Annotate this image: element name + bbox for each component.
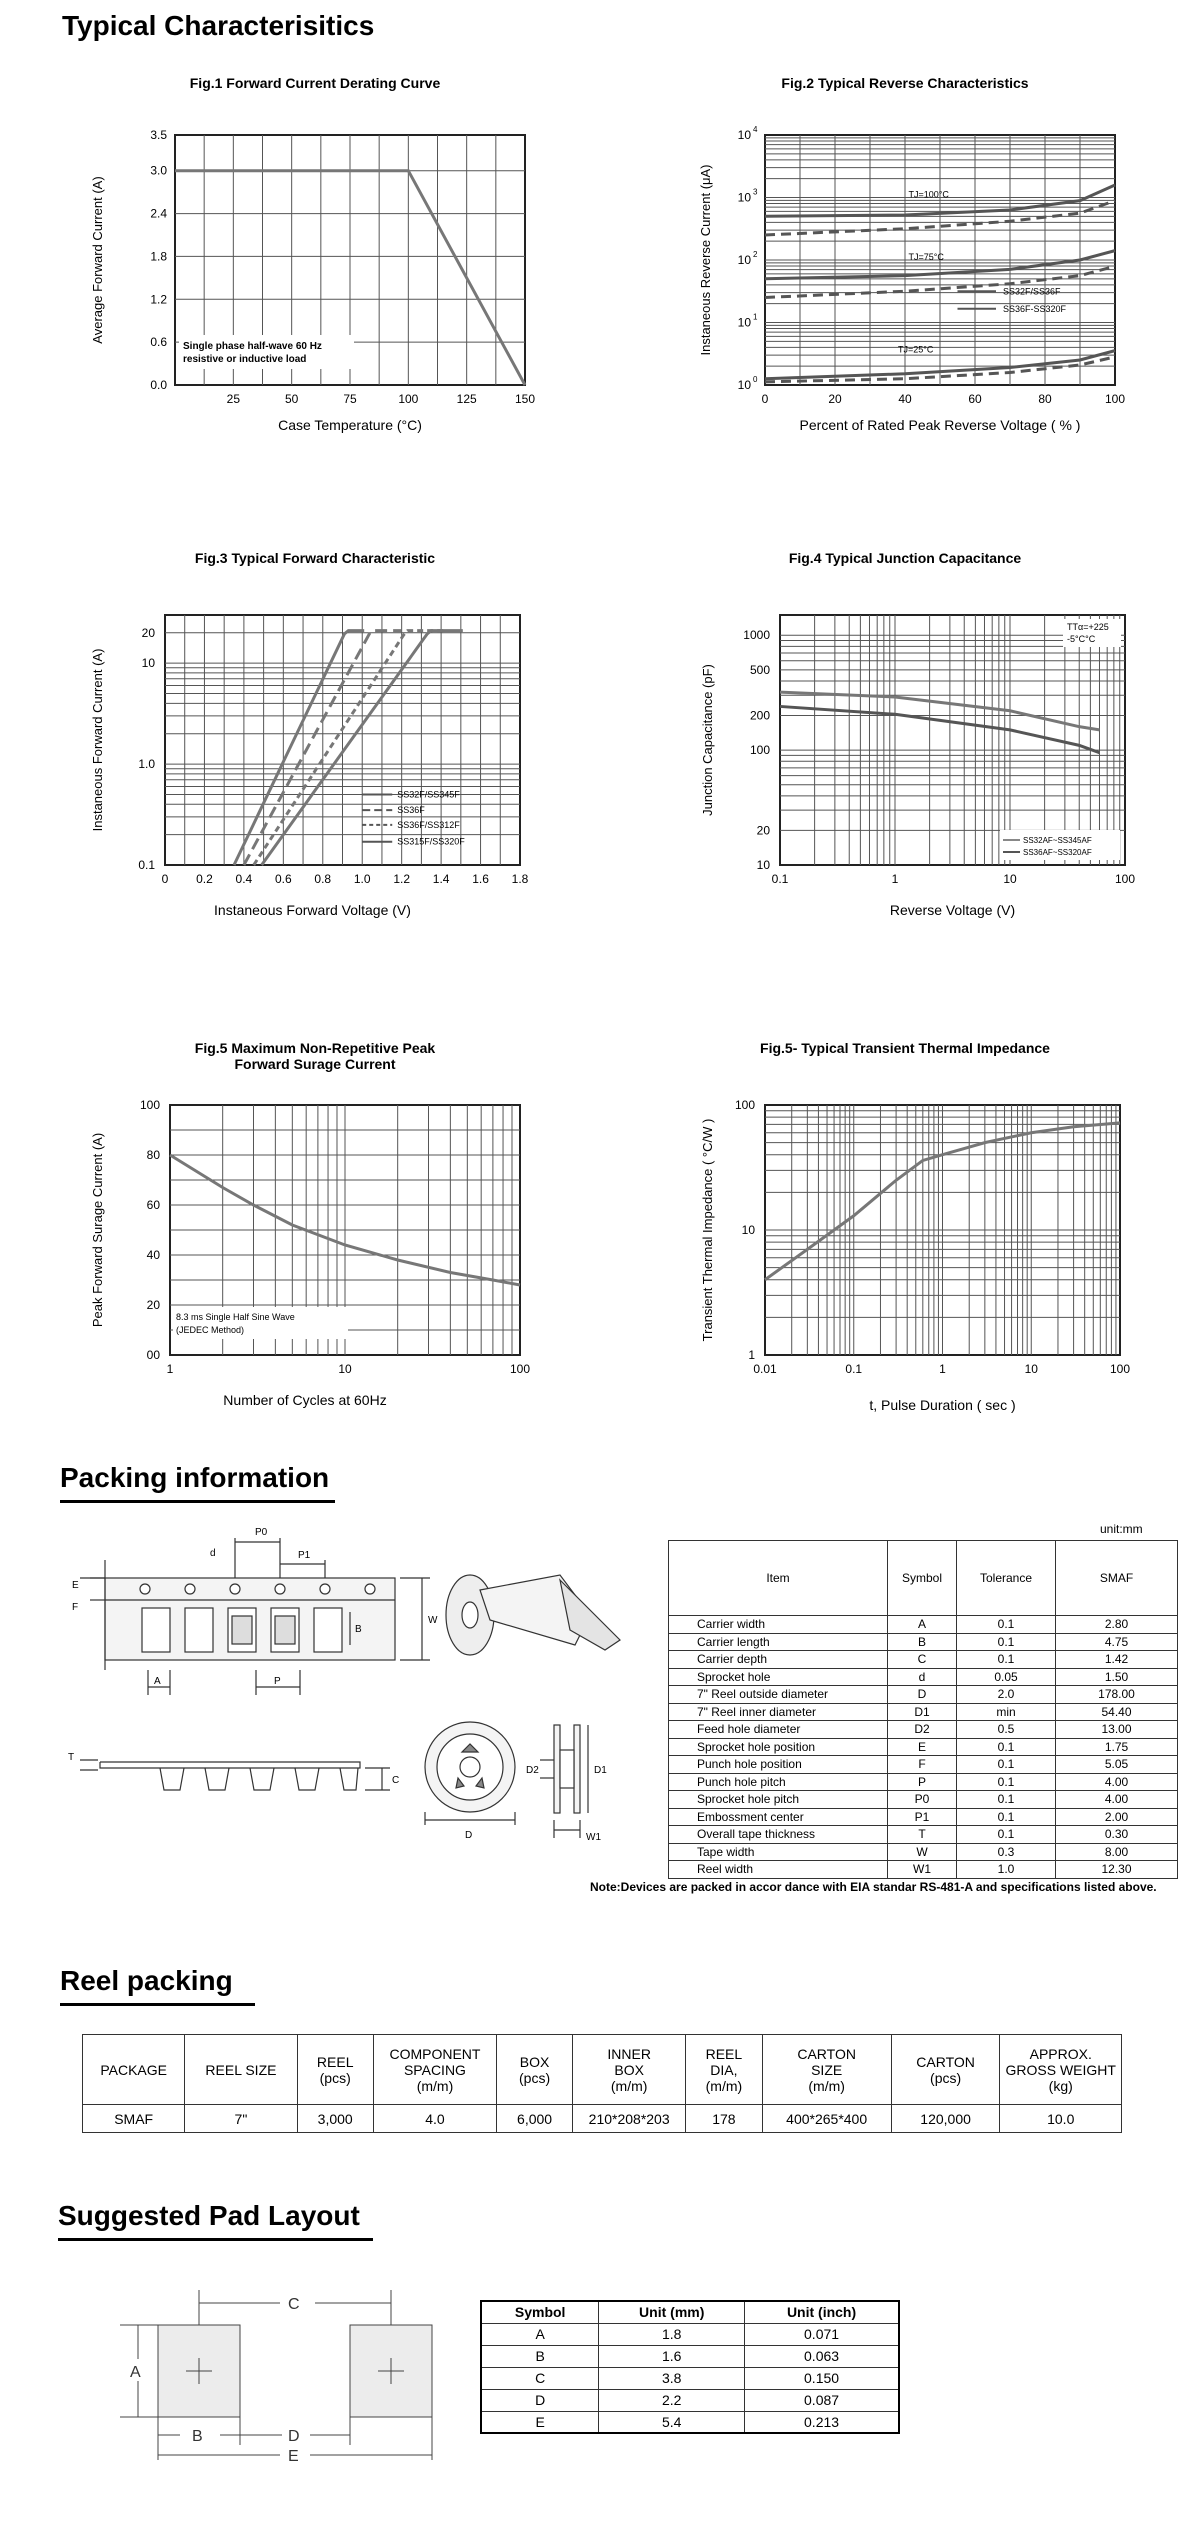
fig5-ytick: 20: [146, 1298, 160, 1312]
packing-table-row: [669, 1616, 1178, 1634]
pad-table-header: [481, 2301, 899, 2323]
packing-cell-symbol: B: [888, 1633, 957, 1651]
fig2-chart: [690, 110, 1160, 455]
packing-cell-smaf: 5.05: [1056, 1756, 1178, 1774]
fig4-xtick: 1: [891, 872, 899, 886]
fig2-title: Fig.2 Typical Reverse Characteristics: [781, 75, 1029, 91]
packing-cell-symbol: A: [888, 1616, 957, 1634]
fig1-xlabel: Case Temperature (°C): [278, 417, 422, 433]
packing-table-row: [669, 1703, 1178, 1721]
packing-table-header: [669, 1541, 1178, 1616]
fig1-xtick: 50: [284, 392, 299, 406]
reel-header-cell: [185, 2035, 297, 2105]
tape-reel-diagram: [60, 1520, 630, 1860]
packing-table-row: [669, 1861, 1178, 1879]
packing-table-row: [669, 1633, 1178, 1651]
pad-table-row: [481, 2323, 899, 2345]
packing-cell-item: Reel width: [669, 1861, 888, 1879]
packing-cell-tolerance: 2.0: [957, 1686, 1056, 1704]
packing-cell-smaf: 1.42: [1056, 1651, 1178, 1669]
pad-cell-mm: 5.4: [599, 2411, 745, 2433]
label-w1: W1: [586, 1832, 601, 1843]
packing-table: [668, 1540, 1178, 1879]
packing-cell-symbol: P0: [888, 1791, 957, 1809]
reel-header-cell: [573, 2035, 686, 2105]
fig2-label-t75: TJ=75°C: [908, 252, 944, 262]
packing-header-symbol: Symbol: [888, 1541, 957, 1616]
pad-table-row: [481, 2389, 899, 2411]
pad-title: Suggested Pad Layout: [58, 2200, 360, 2231]
pad-table-row: [481, 2345, 899, 2367]
reel-header-line: BOX: [614, 2061, 644, 2078]
packing-table-row: [669, 1826, 1178, 1844]
reel-header-line: (m/m): [705, 2077, 743, 2094]
packing-cell-smaf: 4.00: [1056, 1791, 1178, 1809]
fig2-ytick: 10: [737, 253, 751, 267]
packing-table-row: [669, 1808, 1178, 1826]
reel-header-line: COMPONENT: [389, 2045, 481, 2062]
fig4-ytick: 10: [756, 858, 770, 872]
fig2-xtick: 20: [828, 392, 842, 406]
fig2-xlabel: Percent of Rated Peak Reverse Voltage ( % ): [799, 417, 1081, 433]
fig3-xlabel: Instaneous Forward Voltage (V): [214, 902, 411, 918]
reel-header-line: REEL SIZE: [205, 2061, 277, 2078]
packing-cell-tolerance: 0.05: [957, 1668, 1056, 1686]
pad-cell-inch: 0.063: [745, 2345, 899, 2367]
packing-cell-tolerance: 0.1: [957, 1826, 1056, 1844]
pad-header-mm: Unit (mm): [599, 2301, 745, 2323]
label-f: F: [72, 1602, 79, 1613]
packing-cell-smaf: 1.50: [1056, 1668, 1178, 1686]
reel-title: Reel packing: [60, 1965, 233, 1996]
packing-table-row: [669, 1651, 1178, 1669]
reel-header-line: (pcs): [519, 2069, 551, 2086]
fig2-ylabel: Instaneous Reverse Current (μA): [698, 164, 713, 356]
label-p: P: [274, 1676, 281, 1687]
pad-label-c: C: [288, 2296, 300, 2313]
packing-cell-symbol: C: [888, 1651, 957, 1669]
reel-cell: 178: [686, 2105, 762, 2133]
label-w: W: [428, 1615, 438, 1626]
packing-cell-item: Punch hole pitch: [669, 1773, 888, 1791]
fig2-ytick-exp: 3: [753, 187, 758, 197]
packing-cell-item: Overall tape thickness: [669, 1826, 888, 1844]
fig2-ytick-exp: 2: [753, 250, 758, 259]
pad-table-row: [481, 2367, 899, 2389]
packing-cell-tolerance: 0.1: [957, 1756, 1056, 1774]
packing-cell-symbol: D2: [888, 1721, 957, 1739]
packing-cell-item: Carrier length: [669, 1633, 888, 1651]
reel-header-cell: [686, 2035, 762, 2105]
fig4-xlabel: Reverse Voltage (V): [889, 902, 1016, 918]
fig3-chart: [80, 590, 550, 930]
fig2-xtick: 0: [761, 392, 769, 406]
reel-header-cell: [373, 2035, 496, 2105]
packing-cell-smaf: 178.00: [1056, 1686, 1178, 1704]
reel-header-line: SIZE: [811, 2061, 843, 2078]
fig1-ytick: 1.8: [150, 249, 167, 264]
fig4-ylabel: Junction Capacitance (pF): [700, 664, 715, 816]
fig3-legend-label: SS32F/SS345F: [397, 789, 460, 800]
packing-cell-tolerance: 0.1: [957, 1791, 1056, 1809]
label-t: T: [68, 1752, 75, 1763]
fig3-xtick: 0.2: [196, 872, 213, 886]
fig1-xtick: 150: [514, 392, 536, 406]
pad-cell-symbol: C: [481, 2367, 599, 2389]
reel-table-row: [83, 2105, 1122, 2133]
packing-cell-tolerance: 0.5: [957, 1721, 1056, 1739]
packing-cell-smaf: 12.30: [1056, 1861, 1178, 1879]
label-c: C: [392, 1775, 400, 1786]
fig1-xtick: 125: [456, 392, 477, 406]
fig3-xtick: 1.4: [432, 872, 450, 886]
reel-cell: 6,000: [497, 2105, 573, 2133]
fig1-xtick: 100: [398, 392, 419, 406]
fig6-xlabel: t, Pulse Duration ( sec ): [869, 1397, 1016, 1413]
pad-cell-mm: 1.6: [599, 2345, 745, 2367]
fig6-ylabel: Transient Thermal Impedance ( °C/W ): [700, 1118, 715, 1342]
fig3-xtick: 1.8: [511, 872, 529, 886]
reel-table-header: [83, 2035, 1122, 2105]
pad-label-b: B: [192, 2428, 203, 2445]
reel-header-line: PACKAGE: [100, 2061, 167, 2078]
packing-cell-symbol: P1: [888, 1808, 957, 1826]
reel-cell: 120,000: [891, 2105, 1000, 2133]
packing-cell-symbol: W: [888, 1843, 957, 1861]
reel-header-cell: [891, 2035, 1000, 2105]
fig2-label-t100: TJ=100°C: [908, 189, 949, 200]
packing-cell-item: Carrier depth: [669, 1651, 888, 1669]
fig5-ytick: 60: [146, 1198, 160, 1212]
fig6-xtick: 100: [1109, 1362, 1131, 1376]
fig2-ytick: 10: [737, 315, 751, 330]
pad-label-d: D: [288, 2428, 300, 2445]
fig2-ytick: 10: [737, 190, 751, 205]
fig6-xtick: 0.01: [753, 1362, 777, 1376]
packing-table-row: [669, 1843, 1178, 1861]
packing-table-row: [669, 1668, 1178, 1686]
reel-header-line: GROSS WEIGHT: [1005, 2061, 1116, 2078]
fig1-note1: Single phase half-wave 60 Hz: [183, 341, 322, 352]
reel-header-line: (pcs): [319, 2069, 351, 2086]
packing-cell-item: Embossment center: [669, 1808, 888, 1826]
packing-cell-symbol: E: [888, 1738, 957, 1756]
fig3-xtick: 1.0: [353, 872, 371, 886]
pad-cell-inch: 0.087: [745, 2389, 899, 2411]
label-e: E: [72, 1580, 79, 1591]
reel-header-line: (m/m): [808, 2077, 845, 2094]
fig5-xtick: 100: [509, 1362, 531, 1376]
packing-cell-item: Feed hole diameter: [669, 1721, 888, 1739]
fig5-xtick: 10: [338, 1362, 352, 1376]
fig2-ytick: 10: [737, 378, 751, 392]
label-d1: D1: [594, 1765, 607, 1776]
packing-cell-smaf: 4.75: [1056, 1633, 1178, 1651]
packing-cell-item: Carrier width: [669, 1616, 888, 1634]
packing-note: Note:Devices are packed in accor dance with EIA standar RS-481-A and specifications listed above.: [590, 1880, 1157, 1894]
fig1-note2: resistive or inductive load: [183, 354, 307, 365]
fig3-xtick: 0.8: [314, 872, 332, 886]
page-title: Typical Characterisitics: [62, 10, 375, 41]
reel-header-line: (pcs): [930, 2069, 962, 2086]
pad-table-row: [481, 2411, 899, 2433]
pad-cell-symbol: D: [481, 2389, 599, 2411]
pad-label-a: A: [130, 2364, 141, 2381]
packing-cell-tolerance: 0.3: [957, 1843, 1056, 1861]
packing-cell-tolerance: 0.1: [957, 1773, 1056, 1791]
packing-title: Packing information: [60, 1462, 330, 1493]
fig1-ytick: 0.0: [150, 378, 167, 392]
reel-title-underline: [60, 2003, 255, 2006]
fig3-xtick: 0.4: [235, 872, 253, 886]
reel-header-cell: [497, 2035, 573, 2105]
fig2-ytick-exp: 1: [753, 312, 758, 322]
fig2-ytick-exp: 4: [753, 125, 758, 134]
fig3-legend-label: SS36F/SS312F: [397, 819, 460, 830]
fig2-xtick: 100: [1104, 392, 1126, 406]
fig3-ytick: 10: [141, 656, 155, 671]
label-a: A: [154, 1676, 161, 1687]
reel-cell: 4.0: [373, 2105, 496, 2133]
reel-cell: SMAF: [83, 2105, 185, 2133]
packing-cell-item: 7" Reel outside diameter: [669, 1686, 888, 1704]
fig2-legend-1: SS32F/SS36F: [1003, 286, 1061, 297]
packing-cell-smaf: 54.40: [1056, 1703, 1178, 1721]
fig1-chart: [80, 110, 550, 450]
fig4-xtick: 0.1: [771, 872, 789, 886]
pad-cell-mm: 1.8: [599, 2323, 745, 2345]
pad-cell-mm: 3.8: [599, 2367, 745, 2389]
fig4-ytick: 20: [756, 823, 770, 838]
reel-cell: 400*265*400: [762, 2105, 891, 2133]
pad-header-inch: Unit (inch): [745, 2301, 899, 2323]
packing-cell-tolerance: 0.1: [957, 1616, 1056, 1634]
fig4-frame: [780, 615, 1125, 865]
fig6-chart: [690, 1080, 1160, 1420]
packing-cell-tolerance: 0.1: [957, 1808, 1056, 1826]
fig3-ytick: 0.1: [138, 858, 155, 872]
reel-header-cell: [83, 2035, 185, 2105]
fig4-ytick: 100: [749, 743, 770, 758]
packing-cell-smaf: 13.00: [1056, 1721, 1178, 1739]
packing-table-row: [669, 1738, 1178, 1756]
fig6-ytick: 1: [748, 1348, 755, 1362]
fig4-title: Fig.4 Typical Junction Capacitance: [788, 550, 1022, 566]
fig6-xtick: 10: [1024, 1362, 1038, 1376]
packing-header-tolerance: Tolerance: [957, 1541, 1056, 1616]
reel-table: [82, 2034, 1122, 2133]
packing-cell-tolerance: 0.1: [957, 1633, 1056, 1651]
reel-header-line: (m/m): [416, 2077, 454, 2094]
label-p0: P0: [255, 1527, 268, 1538]
reel-header-line: APPROX.: [1029, 2045, 1092, 2062]
pad-header-symbol: Symbol: [481, 2301, 599, 2323]
packing-cell-tolerance: 1.0: [957, 1861, 1056, 1879]
packing-cell-smaf: 0.30: [1056, 1826, 1178, 1844]
fig1-ytick: 1.2: [150, 292, 167, 307]
fig3-ytick: 1.0: [138, 757, 155, 772]
fig1-ytick: 0.6: [150, 335, 167, 350]
fig3-legend-label: SS36F: [397, 805, 425, 816]
fig3-xtick: 0: [161, 872, 169, 886]
label-d2: D2: [526, 1765, 539, 1776]
pad-cell-symbol: A: [481, 2323, 599, 2345]
packing-cell-tolerance: min: [957, 1703, 1056, 1721]
fig5-ytick: 100: [139, 1098, 160, 1112]
fig4-ytick: 1000: [743, 628, 770, 643]
packing-cell-smaf: 1.75: [1056, 1738, 1178, 1756]
packing-cell-smaf: 2.00: [1056, 1808, 1178, 1826]
packing-cell-symbol: F: [888, 1756, 957, 1774]
reel-header-line: CARTON: [916, 2053, 975, 2070]
packing-table-row: [669, 1791, 1178, 1809]
label-p1: P1: [298, 1550, 311, 1561]
reel-header-cell: [762, 2035, 891, 2105]
reel-cell: 210*208*203: [573, 2105, 686, 2133]
pad-cell-symbol: B: [481, 2345, 599, 2367]
fig4-note1: TTα=+225: [1067, 622, 1109, 632]
fig3-xtick: 0.6: [274, 872, 292, 886]
fig5-note2: (JEDEC Method): [176, 1325, 245, 1335]
fig1-title: Fig.1 Forward Current Derating Curve: [189, 75, 441, 91]
fig6-ytick: 10: [741, 1223, 755, 1237]
fig2-ytick-exp: 0: [753, 375, 758, 384]
fig1-ytick: 3.5: [150, 128, 167, 142]
pad-layout-diagram: [110, 2285, 470, 2465]
reel-cell: 10.0: [1000, 2105, 1122, 2133]
fig5-xtick: 1: [166, 1362, 174, 1376]
pad-label-e: E: [288, 2448, 299, 2465]
reel-header-line: (m/m): [610, 2077, 648, 2094]
label-b: B: [355, 1624, 362, 1635]
fig1-xtick: 75: [343, 392, 357, 406]
fig2-xtick: 40: [898, 392, 912, 406]
fig1-xtick: 25: [226, 392, 241, 406]
pad-table: [480, 2300, 900, 2434]
fig3-xtick: 1.2: [393, 872, 411, 886]
packing-cell-tolerance: 0.1: [957, 1738, 1056, 1756]
fig2-legend-2: SS36F-SS320F: [1003, 303, 1067, 314]
fig3-ytick: 20: [141, 625, 155, 640]
fig6-title: Fig.5- Typical Transient Thermal Impedance: [760, 1040, 1050, 1056]
reel-header-cell: [1000, 2035, 1122, 2105]
fig2-label-t25: TJ=25°C: [898, 344, 934, 355]
pad-cell-mm: 2.2: [599, 2389, 745, 2411]
packing-cell-smaf: 8.00: [1056, 1843, 1178, 1861]
fig4-chart: [690, 590, 1160, 930]
pad-cell-symbol: E: [481, 2411, 599, 2433]
pad-cell-inch: 0.071: [745, 2323, 899, 2345]
packing-cell-item: Tape width: [669, 1843, 888, 1861]
label-reel-d: D: [465, 1830, 473, 1841]
reel-header-line: CARTON: [797, 2045, 856, 2062]
fig4-legend-label: SS36AF~SS320AF: [1023, 848, 1092, 857]
fig5-chart: [80, 1080, 550, 1420]
fig6-xtick: 1: [939, 1362, 946, 1376]
packing-cell-symbol: W1: [888, 1861, 957, 1879]
fig3-title: Fig.3 Typical Forward Characteristic: [194, 550, 436, 566]
packing-cell-tolerance: 0.1: [957, 1651, 1056, 1669]
reel-header-line: INNER: [607, 2045, 651, 2062]
reel-header-line: (kg): [1048, 2077, 1073, 2094]
fig4-legend-label: SS32AF~SS345AF: [1023, 836, 1092, 845]
packing-cell-symbol: D1: [888, 1703, 957, 1721]
fig1-ylabel: Average Forward Current (A): [90, 176, 105, 344]
packing-header-item: Item: [669, 1541, 888, 1616]
fig5-xlabel: Number of Cycles at 60Hz: [223, 1392, 387, 1408]
packing-table-row: [669, 1773, 1178, 1791]
label-d: d: [210, 1548, 216, 1559]
packing-cell-symbol: D: [888, 1686, 957, 1704]
packing-cell-smaf: 4.00: [1056, 1773, 1178, 1791]
fig1-ytick: 2.4: [150, 206, 167, 221]
fig5-ylabel: Peak Forward Surage Current (A): [90, 1132, 105, 1328]
packing-unit: unit:mm: [1100, 1522, 1143, 1536]
fig4-ytick: 200: [749, 708, 770, 723]
fig4-xtick: 10: [1003, 872, 1017, 886]
fig5-ytick: 80: [146, 1148, 160, 1162]
reel-header-line: REEL: [316, 2053, 354, 2070]
fig4-note2: -5°C°C: [1067, 634, 1096, 644]
pad-cell-inch: 0.213: [745, 2411, 899, 2433]
fig5-ytick: 00: [146, 1348, 160, 1362]
packing-cell-item: Punch hole position: [669, 1756, 888, 1774]
reel-cell: 3,000: [297, 2105, 373, 2133]
packing-table-row: [669, 1721, 1178, 1739]
fig2-xtick: 60: [968, 392, 982, 406]
reel-header-line: REEL: [705, 2045, 743, 2062]
fig3-ylabel: Instaneous Forward Current (A): [90, 648, 105, 832]
fig6-ytick: 100: [734, 1098, 755, 1112]
packing-cell-symbol: d: [888, 1668, 957, 1686]
fig4-ytick: 500: [749, 662, 770, 677]
pad-title-underline: [58, 2238, 373, 2241]
fig3-xtick: 1.6: [472, 872, 489, 886]
packing-cell-item: Sprocket hole: [669, 1668, 888, 1686]
packing-cell-symbol: P: [888, 1773, 957, 1791]
fig2-xtick: 80: [1038, 392, 1052, 406]
packing-cell-symbol: T: [888, 1826, 957, 1844]
packing-cell-item: Sprocket hole position: [669, 1738, 888, 1756]
packing-header-smaf: SMAF: [1056, 1541, 1178, 1616]
fig2-ytick: 10: [737, 128, 751, 142]
fig4-xtick: 100: [1114, 872, 1136, 886]
fig6-xtick: 0.1: [845, 1362, 863, 1376]
packing-cell-item: 7" Reel inner diameter: [669, 1703, 888, 1721]
fig5-note1: 8.3 ms Single Half Sine Wave: [176, 1312, 295, 1322]
pad-cell-inch: 0.150: [745, 2367, 899, 2389]
packing-cell-smaf: 2.80: [1056, 1616, 1178, 1634]
packing-title-underline: [60, 1500, 335, 1503]
fig5-title: Fig.5 Maximum Non-Repetitive Peak Forward Surage Current: [194, 1040, 436, 1072]
packing-table-row: [669, 1686, 1178, 1704]
reel-header-line: DIA,: [710, 2061, 738, 2078]
fig5-ytick: 40: [146, 1248, 160, 1262]
reel-cell: 7": [185, 2105, 297, 2133]
packing-cell-item: Sprocket hole pitch: [669, 1791, 888, 1809]
fig3-legend-label: SS315F/SS320F: [397, 836, 465, 847]
reel-header-line: BOX: [519, 2053, 550, 2070]
packing-table-row: [669, 1756, 1178, 1774]
reel-header-line: SPACING: [403, 2061, 466, 2078]
fig1-ytick: 3.0: [150, 163, 167, 178]
reel-header-cell: [297, 2035, 373, 2105]
